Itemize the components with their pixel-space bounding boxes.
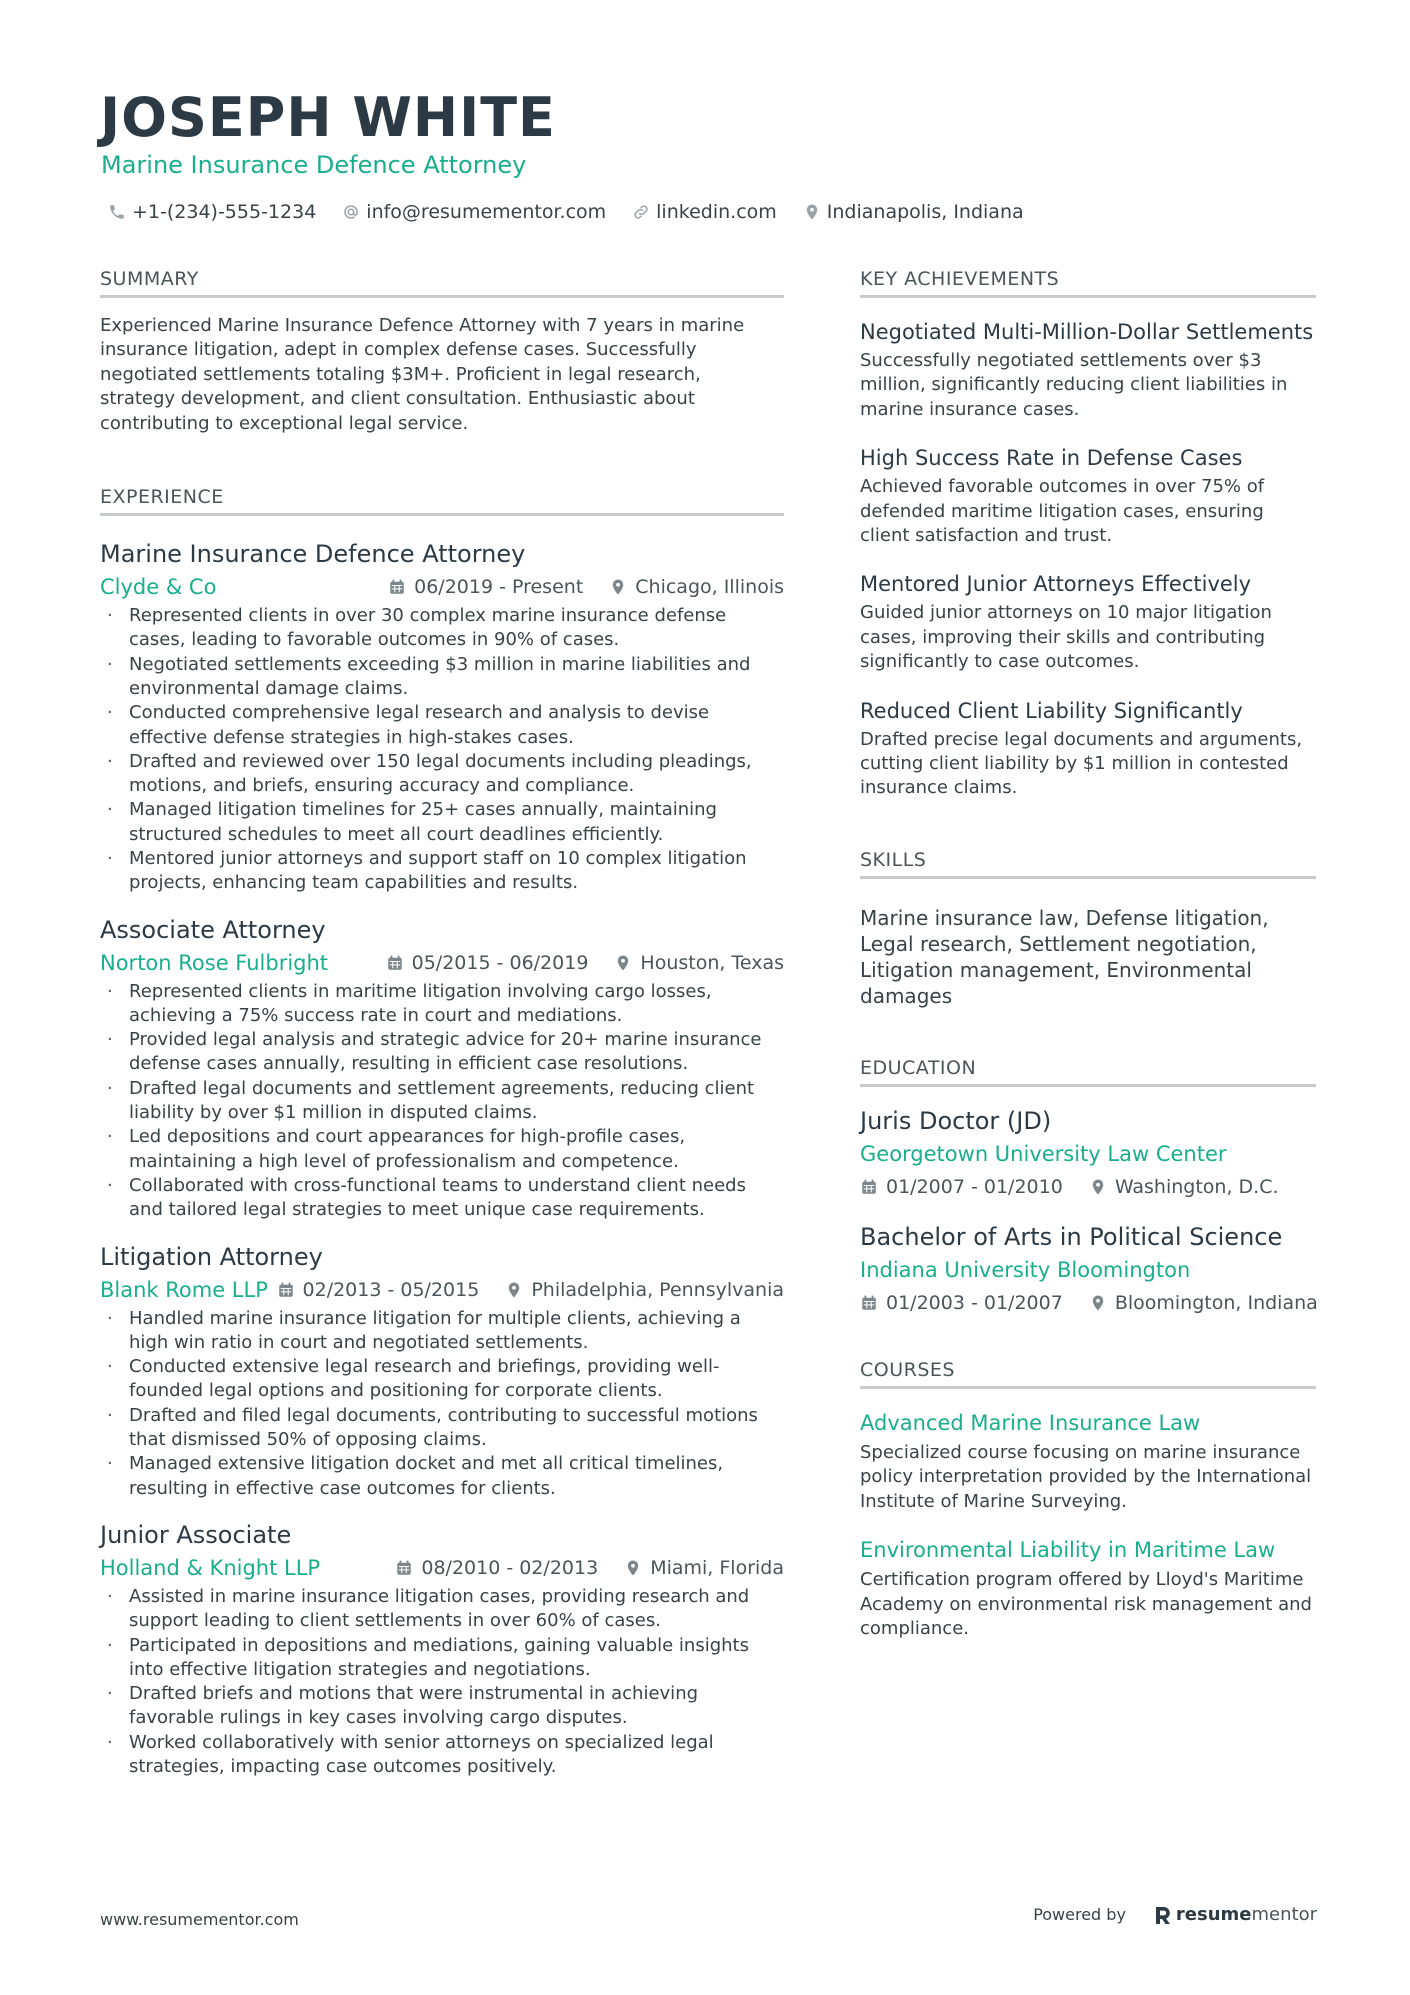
job-location-text: Philadelphia, Pennsylvania (531, 1278, 784, 1301)
course-title: Advanced Marine Insurance Law (860, 1410, 1201, 1435)
school-name: Indiana University Bloomington (860, 1257, 1191, 1282)
job-location (614, 952, 784, 974)
education-dates (860, 1176, 1063, 1198)
bullet-item: · Negotiated settlements exceeding $3 million in marine liabilities and environmental damage claims. (100, 653, 784, 702)
job-title: Litigation Attorney (100, 1242, 323, 1271)
job-meta (100, 1275, 784, 1305)
right-column (860, 266, 1316, 1641)
bullet-item: · Drafted legal documents and settlement agreements, reducing client liability by over $1 million in disputed claims. (100, 1077, 784, 1126)
education-location (1089, 1292, 1318, 1314)
bullet-item: · Provided legal analysis and strategic advice for 20+ marine insurance defense cases annually, resulting in efficient case resolutions. (100, 1028, 784, 1077)
contact-linkedin[interactable] (632, 201, 777, 223)
experience-entry (100, 538, 784, 896)
job-title: Marine Insurance Defence Attorney (100, 540, 526, 569)
job-bullets (100, 1307, 784, 1501)
job-location (505, 1279, 784, 1301)
education-meta (860, 1289, 1316, 1317)
bullet-item: · Managed extensive litigation docket and met all critical timelines, resulting in effective case outcomes for clients. (100, 1452, 784, 1501)
achievement-title: Mentored Junior Attorneys Effectively (860, 572, 1252, 597)
course-desc: Specialized course focusing on marine insurance policy interpretation provided by the International Institute of Marine Surveying. (860, 1441, 1312, 1512)
job-meta (100, 1553, 784, 1583)
experience-entry (100, 1519, 784, 1779)
calendar-icon (860, 1178, 878, 1196)
job-dates-text: 05/2015 - 06/2019 (411, 951, 589, 974)
job-location-text: Houston, Texas (640, 951, 784, 974)
job-title: Associate Attorney (100, 915, 326, 944)
job-bullets (100, 980, 784, 1223)
education-dates-text: 01/2003 - 01/2007 (886, 1291, 1063, 1314)
bullet-item: · Managed litigation timelines for 25+ cases annually, maintaining structured schedules to meet all court deadlines efficiently. (100, 798, 784, 847)
education-location-text: Washington, D.C. (1114, 1175, 1279, 1198)
achievements-section (860, 266, 1316, 801)
contact-bar (108, 198, 1050, 226)
achievement-desc: Successfully negotiated settlements over $3 million, significantly reducing client liabilities in marine insurance cases. (860, 350, 1288, 420)
company-name: Norton Rose Fulbright (100, 950, 329, 975)
location-pin-icon (505, 1281, 523, 1299)
job-dates (386, 952, 589, 974)
education-entry (860, 1105, 1316, 1201)
footer-branding (1033, 1904, 1317, 1925)
bullet-item: · Handled marine insurance litigation for multiple clients, achieving a high win ratio in court and negotiated settlements. (100, 1307, 784, 1356)
bullet-item: · Drafted and reviewed over 150 legal documents including pleadings, motions, and briefs, ensuring accuracy and compliance. (100, 750, 784, 799)
bullet-item: · Mentored junior attorneys and support staff on 10 complex litigation projects, enhancing team capabilities and results. (100, 847, 784, 896)
degree-title: Bachelor of Arts in Political Science (860, 1222, 1283, 1251)
job-location-text: Miami, Florida (650, 1556, 784, 1579)
skills-heading: SKILLS (860, 847, 1316, 879)
candidate-name: JOSEPH WHITE (100, 86, 556, 149)
bullet-item: · Represented clients in maritime litigation involving cargo losses, achieving a 75% success rate in court and mediations. (100, 980, 784, 1029)
company-name: Holland & Knight LLP (100, 1555, 321, 1580)
company-name: Clyde & Co (100, 575, 217, 600)
contact-phone-text: +1-(234)-555-1234 (132, 201, 317, 223)
job-bullets (100, 1585, 784, 1779)
powered-by-label: Powered by (1033, 1905, 1126, 1924)
bullet-item: · Conducted extensive legal research and briefings, providing well-founded legal options and positioning for corporate clients. (100, 1355, 784, 1404)
experience-entry (100, 1241, 784, 1501)
achievement-title: Reduced Client Liability Significantly (860, 698, 1243, 723)
achievement-item (860, 697, 1316, 801)
contact-phone[interactable] (108, 201, 316, 223)
contact-email-text: info@resumementor.com (366, 201, 607, 223)
course-title: Environmental Liability in Maritime Law (860, 1538, 1276, 1563)
education-heading: EDUCATION (860, 1055, 1316, 1087)
education-section (860, 1055, 1316, 1317)
job-dates (388, 576, 583, 598)
phone-icon (108, 203, 126, 221)
job-dates-text: 06/2019 - Present (414, 576, 584, 599)
school-name: Georgetown University Law Center (860, 1141, 1227, 1166)
courses-heading: COURSES (860, 1357, 1316, 1389)
achievements-heading: KEY ACHIEVEMENTS (860, 266, 1316, 298)
location-pin-icon (614, 954, 632, 972)
candidate-headline: Marine Insurance Defence Attorney (101, 151, 527, 179)
experience-section (100, 484, 784, 1779)
contact-location (803, 201, 1024, 223)
job-meta (100, 948, 784, 978)
courses-section (860, 1357, 1316, 1641)
contact-email[interactable] (342, 201, 606, 223)
job-dates (277, 1279, 480, 1301)
job-bullets (100, 604, 784, 896)
skills-section (860, 847, 1316, 1009)
job-dates-text: 02/2013 - 05/2015 (302, 1278, 480, 1301)
bullet-item: · Drafted briefs and motions that were instrumental in achieving favorable rulings in key cases involving cargo disputes. (100, 1682, 784, 1731)
calendar-icon (388, 578, 406, 596)
calendar-icon (860, 1294, 878, 1312)
skills-text: Marine insurance law, Defense litigation, Legal research, Settlement negotiation, Litigation management, Environmental damages (860, 905, 1269, 1008)
brand-logo[interactable] (1154, 1904, 1317, 1925)
achievement-item (860, 570, 1316, 674)
location-pin-icon (624, 1559, 642, 1577)
achievement-desc: Achieved favorable outcomes in over 75% of defended maritime litigation cases, ensuring client satisfaction and trust. (860, 476, 1265, 547)
bullet-item: · Worked collaboratively with senior attorneys on specialized legal strategies, impacting case outcomes positively. (100, 1731, 784, 1780)
brand-name-light: mentor (1251, 1904, 1317, 1925)
at-icon (342, 203, 360, 221)
education-location (1089, 1176, 1279, 1198)
summary-text: Experienced Marine Insurance Defence Attorney with 7 years in marine insurance litigation, adept in complex defense cases. Successfully negotiated settlements totaling $3M+. Proficient in legal research, strategy development, and client consultation. Enthusiastic about contributing to exceptional legal service. (100, 315, 745, 434)
location-pin-icon (609, 578, 627, 596)
experience-heading: EXPERIENCE (100, 484, 784, 516)
course-item (860, 1536, 1316, 1641)
degree-title: Juris Doctor (JD) (860, 1106, 1052, 1135)
bullet-item: · Drafted and filed legal documents, contributing to successful motions that dismissed 50% of opposing claims. (100, 1404, 784, 1453)
location-pin-icon (803, 203, 821, 221)
footer-website[interactable]: www.resumementor.com (100, 1910, 299, 1929)
contact-location-text: Indianapolis, Indiana (826, 201, 1024, 223)
job-dates-text: 08/2010 - 02/2013 (421, 1556, 599, 1579)
job-title: Junior Associate (100, 1520, 292, 1549)
job-location (624, 1557, 784, 1579)
bullet-item: · Assisted in marine insurance litigation cases, providing research and support leading to client settlements in over 60% of cases. (100, 1585, 784, 1634)
resumementor-logo-icon (1154, 1905, 1172, 1925)
education-dates (860, 1292, 1063, 1314)
bullet-item: · Collaborated with cross-functional teams to understand client needs and tailored legal strategies to meet unique case requirements. (100, 1174, 784, 1223)
calendar-icon (386, 954, 404, 972)
location-pin-icon (1089, 1178, 1107, 1196)
achievement-item (860, 444, 1316, 548)
calendar-icon (395, 1559, 413, 1577)
bullet-item: · Participated in depositions and mediations, gaining valuable insights into effective litigation strategies and negotiations. (100, 1634, 784, 1683)
course-item (860, 1409, 1316, 1514)
summary-heading: SUMMARY (100, 266, 784, 298)
bullet-item: · Represented clients in over 30 complex marine insurance defense cases, leading to favorable outcomes in 90% of cases. (100, 604, 784, 653)
course-desc: Certification program offered by Lloyd's Maritime Academy on environmental risk management and compliance. (860, 1569, 1312, 1639)
job-location (609, 576, 784, 598)
location-pin-icon (1089, 1294, 1107, 1312)
achievement-title: High Success Rate in Defense Cases (860, 446, 1243, 471)
contact-linkedin-text: linkedin.com (656, 201, 777, 223)
job-meta (100, 572, 784, 602)
education-entry (860, 1221, 1316, 1317)
left-column (100, 266, 784, 1779)
company-name: Blank Rome LLP (100, 1277, 268, 1302)
job-dates (395, 1557, 598, 1579)
achievement-desc: Drafted precise legal documents and arguments, cutting client liability by $1 million in contested insurance claims. (860, 728, 1303, 799)
summary-section (100, 266, 784, 436)
job-location-text: Chicago, Illinois (635, 576, 784, 599)
brand-name-bold: resume (1175, 1904, 1252, 1925)
achievement-item (860, 318, 1316, 422)
education-dates-text: 01/2007 - 01/2010 (886, 1175, 1063, 1198)
education-meta (860, 1173, 1316, 1201)
achievement-title: Negotiated Multi-Million-Dollar Settlements (860, 320, 1314, 344)
calendar-icon (277, 1281, 295, 1299)
bullet-item: · Led depositions and court appearances for high-profile cases, maintaining a high level of professionalism and competence. (100, 1125, 784, 1174)
bullet-item: · Conducted comprehensive legal research and analysis to devise effective defense strategies in high-stakes cases. (100, 701, 784, 750)
education-location-text: Bloomington, Indiana (1114, 1291, 1318, 1314)
experience-entry (100, 914, 784, 1223)
achievement-desc: Guided junior attorneys on 10 major litigation cases, improving their skills and contributing significantly to case outcomes. (860, 602, 1272, 673)
link-icon (632, 203, 650, 221)
